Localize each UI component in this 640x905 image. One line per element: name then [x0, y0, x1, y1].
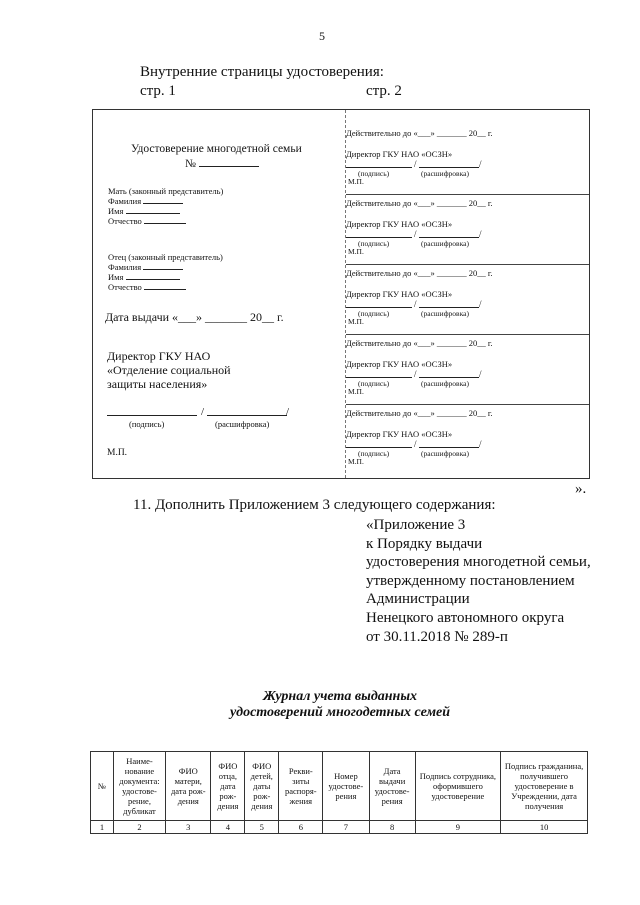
table-number-cell: 4: [211, 821, 245, 834]
sign-caption: (подпись): [129, 419, 165, 429]
decode-caption: (расшифровка): [421, 169, 469, 178]
appendix-line: утвержденному постановлением: [366, 572, 575, 589]
issue-date: Дата выдачи «___» _______ 20__ г.: [105, 310, 284, 324]
appendix-line: Администрации: [366, 591, 470, 608]
slash: /: [414, 369, 417, 379]
mother-surname: Фамилия: [108, 196, 183, 206]
card-number-label: №: [185, 157, 259, 171]
journal-title: [90, 689, 590, 721]
table-header-cell: Подпись гражданина, получившего удостоверение в Учреждении, дата получения: [501, 752, 588, 821]
validity-block: [346, 180, 589, 256]
mother-label: Мать (законный представитель): [108, 186, 224, 196]
appendix-line: к Порядку выдачи: [366, 535, 483, 552]
slash-end: /: [479, 299, 482, 309]
decode-caption: (расшифровка): [215, 419, 270, 429]
sign-caption: (подпись): [358, 169, 390, 178]
father-surname: Фамилия: [108, 262, 183, 272]
table-number-cell: 8: [369, 821, 415, 834]
director-oszn: Директор ГКУ НАО «ОСЗН»: [346, 219, 453, 229]
page-right-label: стр. 2: [366, 83, 402, 99]
table-header-cell: Номер удостове-рения: [323, 752, 369, 821]
decode-line: [419, 167, 479, 168]
father-name: Имя: [108, 272, 180, 282]
section-heading: Внутренние страницы удостоверения:: [140, 64, 384, 80]
sign-caption: (подпись): [358, 309, 390, 318]
stamp-place: М.П.: [348, 387, 364, 396]
table-number-cell: 2: [113, 821, 165, 834]
slash-end: /: [479, 159, 482, 169]
director-oszn: Директор ГКУ НАО «ОСЗН»: [346, 359, 453, 369]
table-number-cell: 9: [415, 821, 500, 834]
valid-until: Действительно до «___» _______ 20__ г.: [346, 408, 493, 418]
stamp-place: М.П.: [348, 317, 364, 326]
table-header-cell: ФИО детей, даты рож-дения: [245, 752, 279, 821]
card-title: Удостоверение многодетной семьи: [131, 143, 302, 155]
table-number-cell: 1: [91, 821, 114, 834]
validity-block: [346, 320, 589, 396]
table-number-cell: 6: [279, 821, 323, 834]
table-header-cell: Наиме-нование документа: удостове-рение, дубликат: [113, 752, 165, 821]
slash-end: /: [479, 369, 482, 379]
table-header-cell: ФИО отца, дата рож-дения: [211, 752, 245, 821]
table-header-cell: Подпись сотрудника, оформившего удостоверение: [415, 752, 500, 821]
decode-caption: (расшифровка): [421, 449, 469, 458]
valid-until: Действительно до «___» _______ 20__ г.: [346, 128, 493, 138]
validity-block: [346, 390, 589, 466]
item-11: 11. Дополнить Приложением 3 следующего содержания:: [133, 497, 496, 513]
valid-until: Действительно до «___» _______ 20__ г.: [346, 198, 493, 208]
sign-line: [346, 167, 412, 168]
stamp-place: М.П.: [107, 448, 128, 458]
director-oszn: Директор ГКУ НАО «ОСЗН»: [346, 149, 453, 159]
slash-end: /: [479, 229, 482, 239]
mother-patronymic: Отчество: [108, 216, 186, 226]
closing-quote: ».: [575, 481, 587, 497]
father-patronymic: Отчество: [108, 282, 186, 292]
table-header-cell: Рекви-зиты распоря-жения: [279, 752, 323, 821]
sign-line: [346, 447, 412, 448]
mother-name: Имя: [108, 206, 180, 216]
slash: /: [201, 406, 205, 418]
director-line-3: защиты населения»: [107, 377, 208, 391]
director-oszn: Директор ГКУ НАО «ОСЗН»: [346, 429, 453, 439]
decode-line: [207, 415, 287, 416]
sign-line: [346, 237, 412, 238]
slash-end: /: [286, 406, 290, 418]
sign-line: [346, 307, 412, 308]
journal-table: [90, 751, 588, 834]
slash: /: [414, 159, 417, 169]
decode-line: [419, 307, 479, 308]
appendix-line: от 30.11.2018 № 289-п: [366, 628, 508, 645]
table-number-cell: 7: [323, 821, 369, 834]
director-line-1: Директор ГКУ НАО: [107, 349, 211, 363]
valid-until: Действительно до «___» _______ 20__ г.: [346, 268, 493, 278]
validity-block: [346, 110, 589, 186]
decode-line: [419, 237, 479, 238]
table-number-cell: 10: [501, 821, 588, 834]
slash: /: [414, 439, 417, 449]
sign-caption: (подпись): [358, 449, 390, 458]
journal-title-line: Журнал учета выданных: [262, 689, 418, 704]
decode-line: [419, 447, 479, 448]
stamp-place: М.П.: [348, 247, 364, 256]
father-label: Отец (законный представитель): [108, 252, 223, 262]
sign-line: [107, 415, 197, 416]
stamp-place: М.П.: [348, 177, 364, 186]
valid-until: Действительно до «___» _______ 20__ г.: [346, 338, 493, 348]
appendix-line: Ненецкого автономного округа: [366, 609, 565, 626]
stamp-place: М.П.: [348, 457, 364, 466]
appendix-line: удостоверения многодетной семьи,: [366, 554, 591, 571]
appendix-line: «Приложение 3: [366, 517, 466, 533]
table-number-row: [91, 821, 588, 834]
decode-line: [419, 377, 479, 378]
slash: /: [414, 229, 417, 239]
table-number-cell: 3: [166, 821, 211, 834]
slash: /: [414, 299, 417, 309]
validity-block: [346, 250, 589, 326]
sign-caption: (подпись): [358, 379, 390, 388]
table-header-cell: №: [91, 752, 114, 821]
journal-title-line: удостоверений многодетных семей: [229, 705, 451, 720]
table-header-row: [91, 752, 588, 821]
slash-end: /: [479, 439, 482, 449]
appendix-block: [366, 516, 591, 646]
director-line-2: «Отделение социальной: [107, 363, 231, 377]
decode-caption: (расшифровка): [421, 309, 469, 318]
table-number-cell: 5: [245, 821, 279, 834]
certificate-card: [92, 109, 590, 479]
decode-caption: (расшифровка): [421, 239, 469, 248]
page-left-label: стр. 1: [140, 83, 176, 99]
table-header-cell: Дата выдачи удостове-рения: [369, 752, 415, 821]
director-oszn: Директор ГКУ НАО «ОСЗН»: [346, 289, 453, 299]
page-number: 5: [319, 29, 325, 43]
table-header-cell: ФИО матери, дата рож-дения: [166, 752, 211, 821]
sign-line: [346, 377, 412, 378]
decode-caption: (расшифровка): [421, 379, 469, 388]
sign-caption: (подпись): [358, 239, 390, 248]
